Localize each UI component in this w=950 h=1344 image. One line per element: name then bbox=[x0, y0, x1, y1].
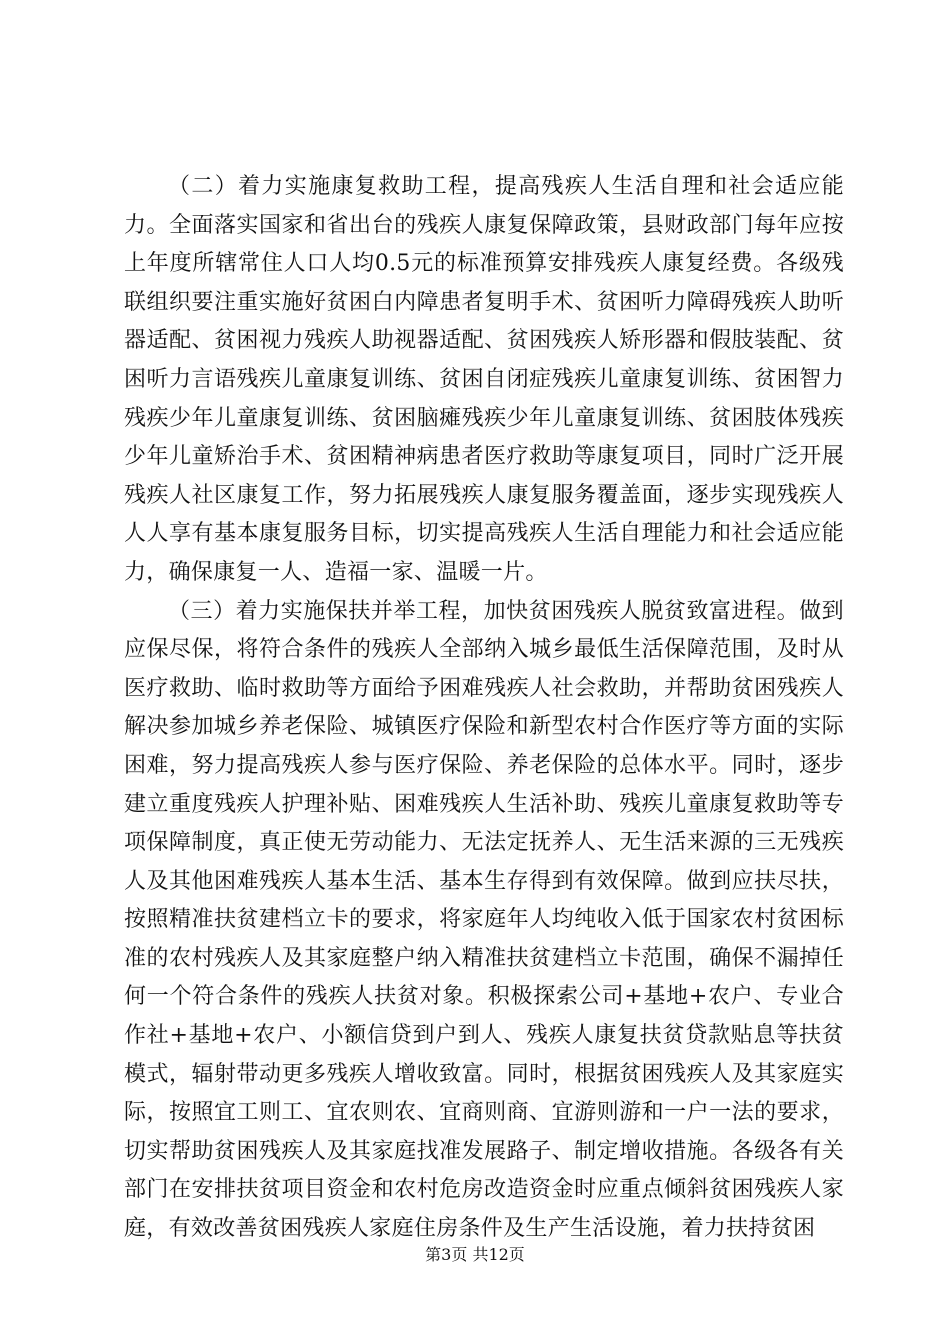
paragraph-poverty-relief: （三）着力实施保扶并举工程，加快贫困残疾人脱贫致富进程。做到应保尽保，将符合条件的残疾人全部纳入城乡最低生活保障范围，及时从医疗救助、临时救助等方面给予困难残疾人社会救助，并帮助贫困残疾人解决参加城乡养老保险、城镇医疗保险和新型农村合作医疗等方面的实际困难，努力提高残疾人参与医疗保险、养老保险的总体水平。同时，逐步建立重度残疾人护理补贴、困难残疾人生活补助、残疾儿童康复救助等专项保障制度，真正使无劳动能力、无法定抚养人、无生活来源的三无残疾人及其他困难残疾人基本生活、基本生存得到有效保障。做到应扶尽扶，按照精准扶贫建档立卡的要求，将家庭年人均纯收入低于国家农村贫困标准的农村残疾人及其家庭整户纳入精准扶贫建档立卡范围，确保不漏掉任何一个符合条件的残疾人扶贫对象。积极探索公司+基地+农户、专业合作社+基地+农户、小额信贷到户到人、残疾人康复扶贫贷款贴息等扶贫模式，辐射带动更多残疾人增收致富。同时，根据贫困残疾人及其家庭实际，按照宜工则工、宜农则农、宜商则商、宜游则游和一户一法的要求，切实帮助贫困残疾人及其家庭找准发展路子、制定增收措施。各级各有关部门在安排扶贫项目资金和农村危房改造资金时应重点倾斜贫困残疾人家庭，有效改善贫困残疾人家庭住房条件及生产生活设施，着力扶持贫困 bbox=[124, 598, 844, 1242]
paragraph-rehabilitation: （二）着力实施康复救助工程，提高残疾人生活自理和社会适应能力。全面落实国家和省出台的残疾人康复保障政策，县财政部门每年应按上年度所辖常住人口人均0.5元的标准预算安排残疾人康复经费。各级残联组织要注重实施好贫困白内障患者复明手术、贫困听力障碍残疾人助听器适配、贫困视力残疾人助视器适配、贫困残疾人矫形器和假肢装配、贫困听力言语残疾儿童康复训练、贫困自闭症残疾儿童康复训练、贫困智力残疾少年儿童康复训练、贫困脑瘫残疾少年儿童康复训练、贫困肢体残疾少年儿童矫治手术、贫困精神病患者医疗救助等康复项目，同时广泛开展残疾人社区康复工作，努力拓展残疾人康复服务覆盖面，逐步实现残疾人人人享有基本康复服务目标，切实提高残疾人生活自理能力和社会适应能力，确保康复一人、造福一家、温暖一片。 bbox=[124, 174, 844, 585]
page-number-footer: 第3页 共12页 bbox=[425, 1245, 525, 1264]
document-body bbox=[124, 168, 844, 1249]
